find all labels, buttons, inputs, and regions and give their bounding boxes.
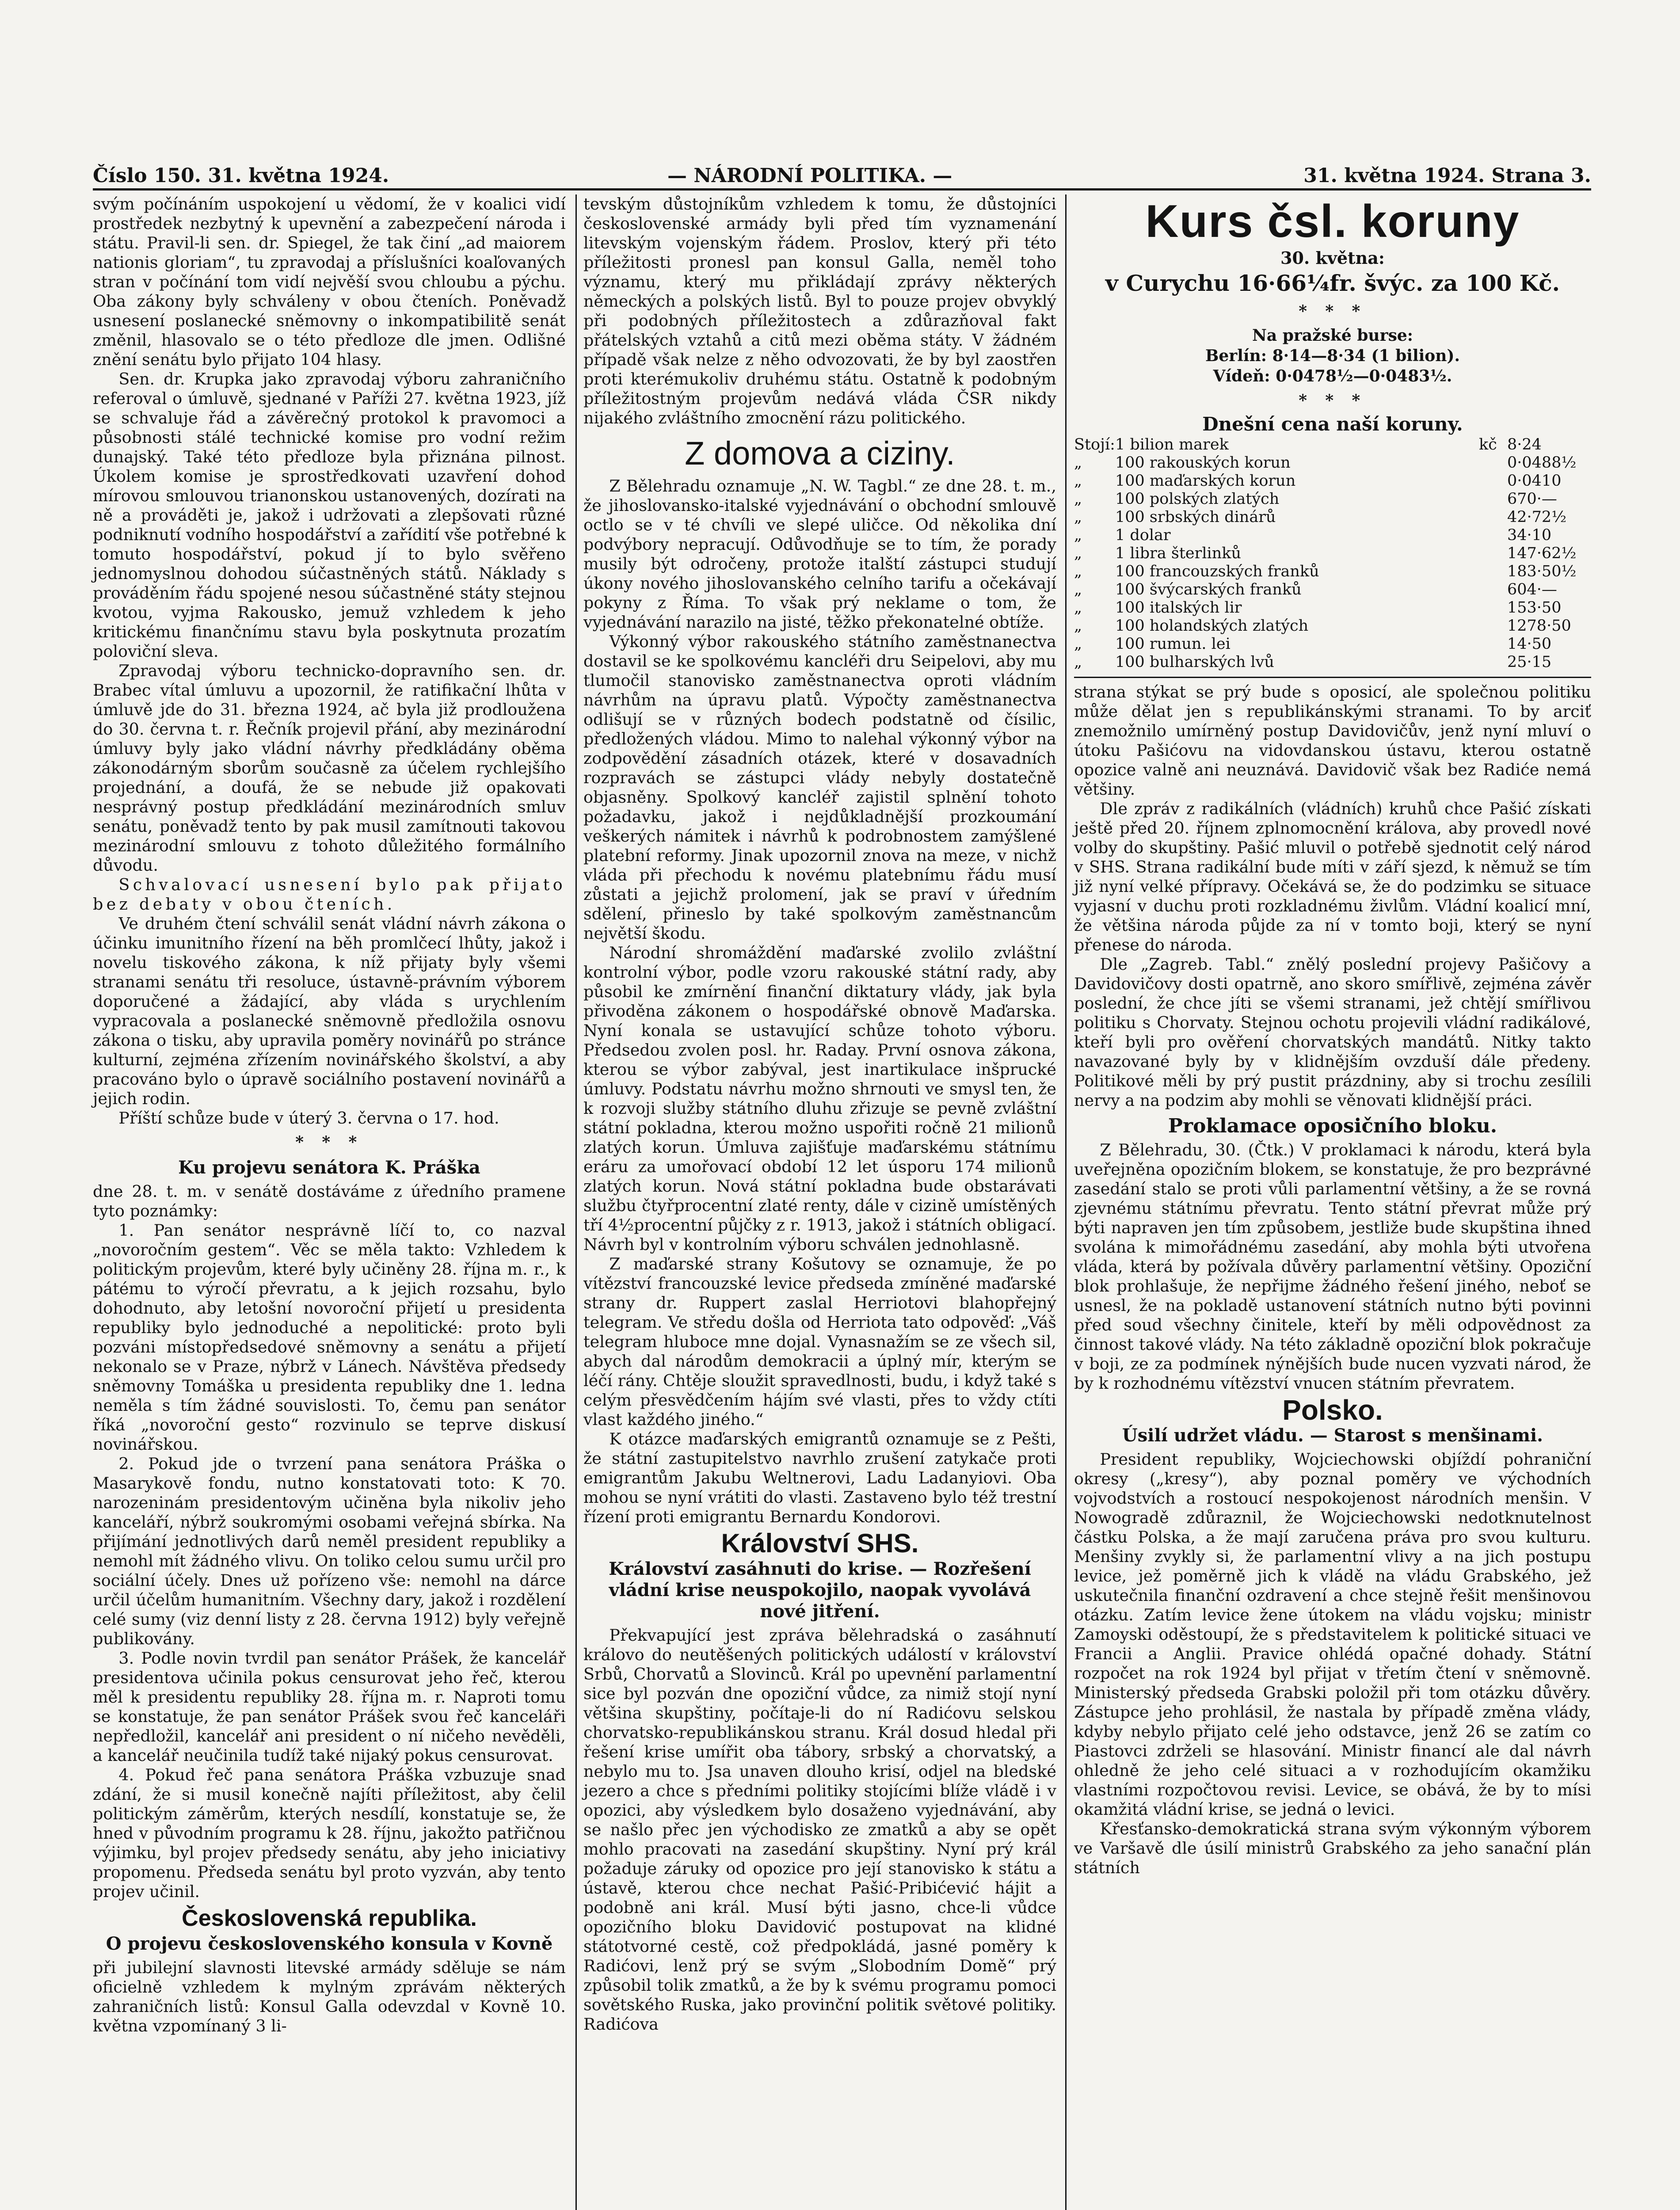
article-paragraph: při jubilejní slavnosti litevské armády sděluje se nám oficielně vzhledem k mylným zprávám některých zahraničních listů: Konsul Galla odevzdal v Kovně 10. května vzpomínaný 3 li- <box>93 1958 566 2035</box>
crown-value-title: Dnešní cena naší koruny. <box>1202 413 1463 435</box>
article-paragraph: 3. Podle novin tvrdil pan senátor Prášek, že kancelář presidentova učinila pokus censurovat jeho řeč, kterou měl k presidentu republiky 28. října m. r. Naproti tomu se konstatuje, že pan senátor Prášek svou řeč kanceláři nepředložil, kancelář ani president o ní ničeho nevěděli, a kancelář neučinila tudíž také nijaký pokus censurovat. <box>93 1649 566 1765</box>
crown-value-row <box>1074 599 1591 617</box>
article-paragraph: Schvalovací usnesení bylo pak přijato bez debaty v obou čteních. <box>93 875 566 914</box>
rate-unit <box>1479 653 1501 671</box>
rate-item: 100 holandských zlatých <box>1115 617 1309 635</box>
rate-prefix: „ <box>1074 653 1082 671</box>
article-paragraph: Národní shromáždění maďarské zvolilo zvláštní kontrolní výbor, podle vzoru rakouské státní rady, aby působil ke zmírnění finanční diktatury vlády, jak byla přivoděna zákonem o hospodářské obnově Maďarska. Nyní konala se ustavující schůze tohoto výboru. Předsedou zvolen posl. hr. Raday. První osnova zákona, kterou se výbor zabýval, jest inartikulace inšprucké úmluvy. Podstatu návrhu možno shrnouti ve smysl ten, že k rozvoji služby státního dluhu zřizuje se pevně zvláštní státní pokladna, kterou možno uspořiti ročně 21 milionů zlatých korun. Úmluva zajišťuje maďarskému státnímu eráru za umořovací období 12 let úsporu 174 milionů zlatých korun. Nová státní pokladna bude obstarávati službu čtyřprocentní zlaté renty, dále v cizině umístěných tří 4½procentní půjčky z r. 1913, jakož i státních obligací. Návrh byl v kontrolním výboru schválen jednohlasně. <box>583 943 1056 1254</box>
rate-value: 0·0410 <box>1507 472 1562 490</box>
column-3 <box>1074 194 1591 1878</box>
column-1 <box>93 194 566 2036</box>
rate-unit <box>1479 526 1501 545</box>
rate-prefix: „ <box>1074 635 1082 653</box>
crown-value-row <box>1074 526 1591 545</box>
article-paragraph: Z Bělehradu, 30. (Čtk.) V proklamaci k národu, která byla uveřejněna opozičním blokem, se konstatuje, že pro bezprávné zasedání stalo se proti vůli parlamentní většiny, a že se rovná zjevnému státnímu převratu. Tento státní převrat může prý býti napraven jen tím způsobem, jestliže bude skupština ihned svolána k mimořádnému zasedání, aby mohla býti utvořena vláda, která by požívala důvěry parlamentní většiny. Opoziční blok prohlašuje, že nepřijme žádného řešení jiného, neboť se usnesl, že na pokladě ustanovení státních nutno býti povinni před soud všechny činitele, kteří by měli odpovědnost za činnost takové vlády. Na této základně opoziční blok pokračuje v boji, ze za podmínek nýnějších bude nucen vyzvati národ, že by k rozhodnému vítězství vnucen státním převratem. <box>1074 1140 1591 1393</box>
rate-unit <box>1479 635 1501 653</box>
rate-unit <box>1479 563 1501 581</box>
article-paragraph: Zpravodaj výboru technicko-dopravního sen. dr. Brabec vítal úmluvu a upozornil, že ratifikační lhůta v úmluvě jde do 31. března 1924, ač byla již prodloužena do 30. června t. r. Řečník projevil přání, aby mezinárodní úmluvy byly jako vládní návrhy předkládány oběma zákonodárným sborům současně za účelem rychlejšího projednání, a doufá, že se nebude již opakovati nesprávný postup předkládání mezinárodních smluv senátu, poněvadž tento by pak musil zamítnouti takovou mezinárodní smlouvu z tohoto důležitého formálního důvodu. <box>93 661 566 875</box>
bourse-vienna: Vídeň: 0·0478½—0·0483½. <box>1213 367 1452 385</box>
column-divider <box>1065 194 1067 2210</box>
rate-value: 183·50½ <box>1507 563 1577 580</box>
section-heading: Království SHS. <box>721 1528 919 1558</box>
rate-value: 0·0488½ <box>1507 454 1577 472</box>
section-heading: Polsko. <box>1282 1394 1383 1426</box>
article-heading: Království zasáhnuti do krise. — Rozřešení vládní krise neuspokojilo, naopak vyvolává nové jitření. <box>609 1558 1031 1622</box>
article-paragraph: 4. Pokud řeč pana senátora Práška vzbuzuje snad zdání, že si musil konečně najíti příležitost, aby čelil politickým záměrům, kterých nesdílí, konstatuje se, že hned v původním programu k 28. říjnu, jakožto patřičnou výjimku, byl projev předsedy senátu, aby jeho iniciativy propomenu. Předseda senátu byl proto vyzván, aby tento projev učinil. <box>93 1765 566 1901</box>
crown-value-row <box>1074 508 1591 526</box>
crown-value-row <box>1074 490 1591 508</box>
rate-value: 25·15 <box>1507 653 1552 671</box>
article-paragraph: 2. Pokud jde o tvrzení pana senátora Práška o Masarykově fondu, nutno konstatovati toto: K 70. narozeninám presidentovým učiněna byla nikoliv jeho kanceláří, nýbrž soukromými osobami veřejná sbírka. Na přijímání jednotlivých darů neměl president republiky a nemohl mít žádného vlivu. On toliko celou sumu určil pro sociální účely. Dnes už pořízeno vše: nemohl na dárce určil účelům humanitním. Všechny dary, jakož i rozdělení celé sumy (viz denní listy z 28. června 1912) byly veřejně publikovány. <box>93 1454 566 1648</box>
crown-value-row <box>1074 436 1591 454</box>
rate-value: 147·62½ <box>1507 545 1577 562</box>
rate-prefix: „ <box>1074 490 1082 508</box>
rate-value: 604·— <box>1507 581 1557 598</box>
currency-rate-date: 30. května: <box>1280 248 1385 268</box>
page-header <box>93 164 1591 191</box>
rate-item: 1 dolar <box>1115 526 1171 544</box>
header-issue: Číslo 150. 31. května 1924. <box>93 164 389 187</box>
section-stars: * * * <box>295 1133 363 1151</box>
rate-prefix: „ <box>1074 454 1082 472</box>
article-paragraph: dne 28. t. m. v senátě dostáváme z úředního pramene tyto poznámky: <box>93 1182 566 1220</box>
crown-value-row <box>1074 617 1591 635</box>
article-heading: O projevu československého konsula v Kovně <box>106 1933 553 1954</box>
header-date-page: 31. května 1924. Strana 3. <box>1303 164 1591 187</box>
column-2 <box>583 194 1056 2034</box>
crown-value-row <box>1074 472 1591 490</box>
article-paragraph: Z maďarské strany Košutovy se oznamuje, že po vítězství francouzské levice předseda zmíněné maďarské strany dr. Ruppert zaslal Herriotovi blahopřejný telegram. Ve středu došla od Herriota tato odpověď: „Váš telegram hluboce mne dojal. Vynasnažím se ze všech sil, abych dal národům demokracii a úplný mír, kterým se léčí rány. Chtěje sloužit spravedlnosti, budu, i když také s celým přesvědčením hájím své vlasti, přes to vždy ctíti vlast každého jiného.“ <box>583 1254 1056 1429</box>
crown-value-row <box>1074 454 1591 472</box>
rate-item: 100 rakouských korun <box>1115 454 1291 472</box>
rate-item: 100 rumun. lei <box>1115 635 1230 653</box>
crown-value-table <box>1074 436 1591 671</box>
article-paragraph: Dle „Zagreb. Tabl.“ znělý poslední projevy Pašičovy a Davidovičovy dosti opatrně, ano skoro smířlivě, zejména závěr poslední, že chce jíti se všemi stranami, jež chtějí smířlivou politiku s Chorvaty. Stejnou ochotu projevili vládní radikálové, kteří byli pro ověření chorvatských mandátů. Nitky takto navazované byly by v klidnějším ovzduší dále předeny. Politikové měli by prý pustit prázdniny, aby si trochu zesílili nervy a na podzim aby mohli se věnovati klidnější práci. <box>1074 955 1591 1110</box>
header-masthead: — NÁRODNÍ POLITIKA. — <box>667 164 952 187</box>
rate-item: 100 švýcarských franků <box>1115 581 1302 598</box>
article-paragraph: Příští schůze bude v úterý 3. června o 17. hod. <box>118 1109 499 1128</box>
rate-item: 100 francouzských franků <box>1115 563 1319 580</box>
rate-unit: kč <box>1479 436 1497 453</box>
section-heading: Československá republika. <box>182 1905 477 1931</box>
article-paragraph: Z Bělehradu oznamuje „N. W. Tagbl.“ ze dne 28. t. m., že jihoslovansko-italské vyjednávání o obchodní smlouvě octlo se v té chvíli ve slepé uličce. Od několika dní podvýbory nepracují. Odůvodňuje se to tím, že porady musily být odročeny, protože italští zástupci studují úkony nového jihoslovanského celního tarifu a očekávají pokyny z Říma. To však prý neklame o tom, že vyjednávání narazilo na jisté, těžko překonatelné obtíže. <box>583 476 1056 632</box>
rate-unit <box>1479 581 1501 599</box>
rate-item: 100 italských lir <box>1115 599 1242 617</box>
article-paragraph: Křesťansko-demokratická strana svým výkonným výborem ve Varšavě dle úsilí ministrů Grabského za jeho sanační plán státních <box>1074 1819 1591 1877</box>
rate-prefix: „ <box>1074 617 1082 635</box>
rate-unit <box>1479 490 1501 508</box>
rate-prefix: „ <box>1074 545 1082 562</box>
section-heading: Z domova a ciziny. <box>685 435 955 472</box>
rate-value: 14·50 <box>1507 635 1552 653</box>
crown-value-row <box>1074 635 1591 653</box>
rate-unit <box>1479 617 1501 635</box>
article-paragraph: Ve druhém čtení schválil senát vládní návrh zákona o účinku imunitního řízení na běh promlčecí lhůty, jakož i novelu tiskového zákona, k níž přijaty byly všemi stranami senátu tři resoluce, ústavně-právním výborem doporučené a žádající, aby vláda s urychlením vypracovala a poslanecké sněmovně předložila osnovu zákona o tisku, aby upravila poměry novinářů po stránce kulturní, zejména zřízením novinářského školství, a aby pracováno bylo o úpravě sociálního postavení novinářů a jejich rodin. <box>93 914 566 1108</box>
article-paragraph: K otázce maďarských emigrantů oznamuje se z Pešti, že státní zastupitelstvo navrhlo zrušení zatykače proti emigrantům Jakubu Weltnerovi, Ladu Ladanyiovi. Oba mohou se nyní vrátiti do vlasti. Zastaveno bylo též trestní řízení proti emigrantu Bernardu Kondorovi. <box>583 1429 1056 1526</box>
rate-value: 670·— <box>1507 490 1557 508</box>
rate-item: 100 srbských dinárů <box>1115 508 1276 526</box>
article-paragraph: Sen. dr. Krupka jako zpravodaj výboru zahraničního referoval o úmluvě, sjednané v Paříži 27. května 1923, jíž se schvaluje řád a závěrečný protokol k pravomoci a působnosti stálé technické komise pro vodní režim dunajský. Také této předloze byla přiznána pilnost. Úkolem komise je sprostředkovati uzavření dohod mírovou smlouvou trianonskou ustanovených, dozírati na ně a prováděti je, jakož i udržovati a zlepšovati různé podniknutí vodního hospodářství a zařídití vše potřebné k tomuto hospodářství, pokud jí to bylo svěřeno jednomyslnou dohodou súčastněných států. Náklady s prováděním řádu spojené nesou súčastněné státy stejnou kvotou, vyjma Rakousko, jemuž vzhledem k jeho kritickému finančnímu stavu byla poskytnuta prozatím poloviční sleva. <box>93 370 566 661</box>
article-heading: Ku projevu senátora K. Práška <box>178 1157 480 1178</box>
article-heading: Proklamace oposičního bloku. <box>1168 1115 1497 1137</box>
column-divider <box>575 194 577 2210</box>
article-paragraph: svým počínáním uspokojení u vědomí, že v koalici vidí prostředek nezbytný k upevnění a zabezpečení národa i státu. Pravil-li sen. dr. Spiegel, že tak činí „ad maiorem nationis gloriam“, tu zpravodaj a příslušníci koaľovaných stran v počínání tom vidí nejvěší svou chloubu a pýchu. Oba zákony byly schváleny v obou čteních. Poněvadž usnesení poslanecké sněmovny o inkompatibilitě senát změnil, hlasovalo se o této předloze dle jmen. Odlišné znění senátu bylo přijato 104 hlasy. <box>93 194 566 369</box>
rate-value: 8·24 <box>1507 436 1542 453</box>
article-paragraph: tevským důstojníkům vzhledem k tomu, že důstojníci československé armády byli před tím vyznamenání litevským vojenským řádem. Proslov, který při této příležitosti pronesl pan konsul Galla, neměl toho významu, který mu přikládají zprávy některých německých a polských listů. Byl to pouze projev obvyklý při podobných příležitostech a zdůrazňoval fakt přátelských vztahů a citů mezi oběma státy. V žádném případě však nelze z něho odvozovati, že by byl zaostřen proti kterémukoliv druhému státu. Ostatně k podobným příležitostným projevům nedává vláda ČSR nikdy nijakého zvláštního zmocnění rázu politického. <box>583 194 1056 427</box>
rate-value: 42·72½ <box>1507 508 1567 526</box>
rate-unit <box>1479 454 1501 472</box>
article-paragraph: strana stýkat se prý bude s oposicí, ale společnou politiku může dělat jen s republikánskými stranami. To by arciť znemožnilo umírněný postup Davidovičův, jenž nyní mluví o útoku Pašićovu na vidovdanskou ústavu, kterou ostatně opozice valně ani neuznává. Davidovič však bez Radiće nemá většiny. <box>1074 682 1591 799</box>
rate-unit <box>1479 545 1501 563</box>
rate-item: 1 libra šterlinků <box>1115 545 1242 562</box>
rate-item: 100 bulharských lvů <box>1115 653 1274 671</box>
rate-value: 153·50 <box>1507 599 1562 617</box>
rate-prefix: „ <box>1074 526 1082 544</box>
crown-value-row <box>1074 563 1591 581</box>
article-heading: Úsilí udržet vládu. — Starost s menšinami. <box>1122 1425 1543 1446</box>
rate-value: 34·10 <box>1507 526 1552 544</box>
rate-prefix: „ <box>1074 599 1082 617</box>
header-rule <box>93 188 1591 191</box>
rate-unit <box>1479 508 1501 526</box>
currency-rate-zurich: v Curychu 16·66¼fr. švýc. za 100 Kč. <box>1105 270 1560 296</box>
article-paragraph: Překvapující jest zpráva bělehradská o zasáhnutí královo do neutěšených politických událostí v království Srbů, Chorvatů a Slovinců. Král po upevnění parlamentní sice byl pozván dne opoziční vůdce, za nimiž stojí nyní většina skupštiny, počítaje-li do ní Radićovu selskou chorvatsko-republikánskou stranu. Král dosud hledal při řešení krise umířit oba tábory, srbský a chorvatský, a nebylo mu to. Jsa unaven dlouho krisí, odjel na bledské jezero a chce s předními politiky stojícími blíže vládě i v opozici, aby výsledkem bylo dosaženo vyjednávání, aby se našlo přec jen východisko ze zmatků a aby se opět mohlo pracovati na zasedání skupštiny. Nyní prý král požaduje záruky od opozice pro její stanovisko k státu a ústavě, kterou chce nechat Pašić-Pribićević hájit a podobně ani král. Musí býti jasno, chce-li vůdce opozičního bloku Davidović postupovat na klidné státotvorné cestě, což předpokládá, jasné poměry k Radićovi, lenž prý se svým „Slobodním Domě“ prý způsobil tolik zmatků, a že by k svému programu pomoci sovětského Ruska, jako provinční politik světové politiky. Radićova <box>583 1626 1056 2034</box>
rate-prefix: „ <box>1074 472 1082 490</box>
article-paragraph: Dle zpráv z radikálních (vládních) kruhů chce Pašić získati ještě před 20. říjnem zplnomocnění králova, aby provedl nové volby do skupštiny. Pašić mluvil o potřebě sjednotit celý národ v SHS. Strana radikální bude míti v září sjezd, k němuž se tím již nyní velké přípravy. Očekává se, že do podzimku se situace vyjasní v duchu proti rozkladnému živlům. Vládní koalicí mní, že většina národa půjde za ní v tomto boji, který se nyní přenese do národa. <box>1074 799 1591 954</box>
section-stars: * * * <box>1299 302 1367 320</box>
rate-prefix: „ <box>1074 508 1082 526</box>
rate-prefix: „ <box>1074 563 1082 580</box>
crown-value-row <box>1074 653 1591 671</box>
rate-unit <box>1479 472 1501 490</box>
rate-value: 1278·50 <box>1507 617 1571 635</box>
rate-unit <box>1479 599 1501 617</box>
article-paragraph: Výkonný výbor rakouského státního zaměstnanectva dostavil se ke spolkovému kancléři dru Seipelovi, aby mu tlumočil stanovisko zaměstnanectva oproti vládním návrhům na úpravu platů. Výpočty zaměstnanectva odlišují se v různých bodech podstatně od čísilic, předložených vládou. Mimo to nalehal výkonný výbor na zodpovědění zásadních otázek, které v dosavadních rozpravách se zástupci vlády nebyly dostatečně objasněny. Spolkový kancléř zajistil splnění tohoto požadavku, jakož i nejdůkladnější prozkoumání veškerých námitek i návrhů k podrobnostem zamýšlené platební reformy. Jinak upozornil znova na meze, v nichž vláda při přechodu k novému platebnímu řádu musí zůstati a jejichž prolomení, jak se praví v úředním sdělení, přineslo by také spolkovým zaměstnancům největší škodu. <box>583 632 1056 943</box>
rate-item: 100 maďarských korun <box>1115 472 1296 490</box>
section-stars: * * * <box>1299 391 1367 410</box>
rate-item: 100 polských zlatých <box>1115 490 1280 508</box>
bourse-title: Na pražské burse: <box>1252 326 1413 345</box>
rate-prefix: „ <box>1074 581 1082 598</box>
article-paragraph: 1. Pan senátor nesprávně líčí to, co nazval „novoročním gestem“. Věc se měla takto: Vzhledem k politickým projevům, které byly učiněny 28. října m. r., k pátému to výročí převratu, a k jejich rozsahu, bylo dohodnuto, aby letošní novoroční přijetí u presidenta republiky bylo jednoduché a nepolitické: proto byli pozváni místopředsedové sněmovny a senátu a přijetí nekonalo se v Praze, nýbrž v Lánech. Návštěva předsedy sněmovny Tomáška u presidenta republiky dne 1. ledna neměla s tím žádné souvislosti. To, čemu pan senátor říká „novoroční gesto“ rozvinulo se teprve diskusí novinářskou. <box>93 1221 566 1454</box>
currency-rate-title: Kurs čsl. koruny <box>1145 196 1520 247</box>
article-paragraph: President republiky, Wojciechowski objíždí pohraniční okresy („kresy“), aby poznal poměry ve východních vojvodstvích a rostoucí nespokojenost národních menšin. V Nowogradě zdůraznil, že Wojciechowski nedotknutelnost částku Polska, a že mají zaručena práva pro svou kulturu. Menšiny zvykly si, že parlamentní vlivy a na jich postupu levice, jež poměrně jich k vládě na vládu Grabského, jež uskutečnila finanční ozdravení a chce stejně řešit menšinovou otázku. Zatím levice žene útokem na vládu vojsku; ministr Zamoyski oděstoupí, že s představitelem k politické situaci ve Francii a Anglii. Pravice ohlédá opačné dohady. Státní rozpočet na rok 1924 byl přijat v třetím čtení v sněmovně. Ministerský předseda Grabski položil při tom otázku důvěry. Zástupce jeho prohlásil, že nastala by případě změna vlády, kdyby nebylo přijato celé jeho odstavce, jenž 26 se zatím co Piastovci zdrželi se hlasování. Ministr financí ale dal návrh ohledně že jeho celé situaci a v rozhodujícím okamžiku vlastními rozpočtovou revisi. Levice, se obává, že by to mísi okamžitá vládní krise, se jedná o levici. <box>1074 1450 1591 1819</box>
bourse-berlin: Berlín: 8·14—8·34 (1 bilion). <box>1205 347 1460 365</box>
table-rule <box>1074 677 1591 678</box>
crown-value-row <box>1074 545 1591 563</box>
crown-value-row <box>1074 581 1591 599</box>
rate-prefix: Stojí: <box>1074 436 1115 453</box>
rate-item: 1 bilion marek <box>1115 436 1229 453</box>
